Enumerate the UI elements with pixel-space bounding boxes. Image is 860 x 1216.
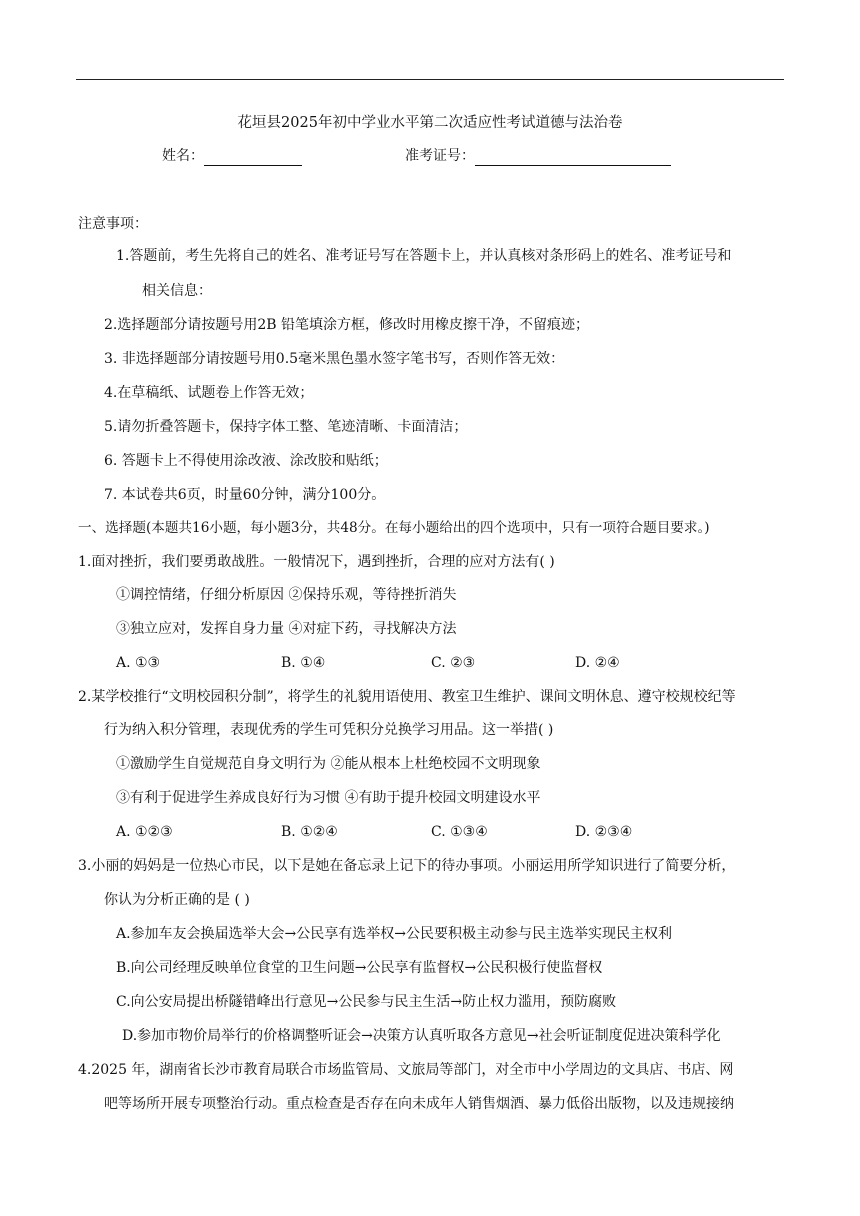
notice-item-6: 6. 答题卡上不得使用涂改液、涂改胶和贴纸； bbox=[104, 453, 388, 469]
name-label: 姓名： bbox=[162, 148, 204, 164]
q2-statements-1: ①激励学生自觉规范自身文明行为 ②能从根本上杜绝校园不文明现象 bbox=[116, 756, 541, 772]
notice-item-1: 1.答题前，考生先将自己的姓名、准考证号写在答题卡上，并认真核对条形码上的姓名、准考证号和 bbox=[116, 248, 732, 264]
notice-item-1-cont: 相关信息： bbox=[142, 283, 212, 299]
q2-stem-1: 2.某学校推行“文明校园积分制”，将学生的礼貌用语使用、教室卫生维护、课间文明休息、遵守校规校纪等 bbox=[78, 689, 736, 705]
q1-option-a: A. ①③ bbox=[116, 655, 161, 671]
name-blank bbox=[204, 151, 302, 166]
q2-stem-2: 行为纳入积分管理，表现优秀的学生可凭积分兑换学习用品。这一举措( ) bbox=[104, 722, 554, 738]
q1-option-c: C. ②③ bbox=[431, 655, 476, 671]
q2-statements-2: ③有利于促进学生养成良好行为习惯 ④有助于提升校园文明建设水平 bbox=[116, 790, 541, 806]
q1-statements-2: ③独立应对，发挥自身力量 ④对症下药，寻找解决方法 bbox=[116, 621, 457, 637]
exam-title: 花垣县2025年初中学业水平第二次适应性考试道德与法治卷 bbox=[237, 115, 623, 131]
q2-option-d: D. ②③④ bbox=[575, 824, 633, 840]
notice-item-7: 7. 本试卷共6页，时量60分钟，满分100分。 bbox=[104, 487, 386, 503]
q1-option-b: B. ①④ bbox=[281, 655, 326, 671]
q3-option-a: A.参加车友会换届选举大会→公民享有选举权→公民要积极主动参与民主选举实现民主权利 bbox=[116, 926, 673, 942]
notice-item-2: 2.选择题部分请按题号用2B 铅笔填涂方框，修改时用橡皮擦干净，不留痕迹； bbox=[104, 317, 590, 333]
q3-option-b: B.向公司经理反映单位食堂的卫生问题→公民享有监督权→公民积极行使监督权 bbox=[116, 960, 603, 976]
q3-option-c: C.向公安局提出桥隧错峰出行意见→公民参与民主生活→防止权力滥用，预防腐败 bbox=[116, 994, 617, 1010]
q4-stem-2: 吧等场所开展专项整治行动。重点检查是否存在向未成年人销售烟酒、暴力低俗出版物，以及违规接纳 bbox=[104, 1096, 734, 1112]
name-field bbox=[162, 146, 302, 166]
q4-stem-1: 4.2025 年，湖南省长沙市教育局联合市场监管局、文旅局等部门，对全市中小学周边的文具店、书店、网 bbox=[78, 1062, 734, 1078]
q1-stem: 1.面对挫折，我们要勇敢战胜。一般情况下，遇到挫折，合理的应对方法有( ) bbox=[78, 554, 555, 570]
q3-stem-1: 3.小丽的妈妈是一位热心市民，以下是她在备忘录上记下的待办事项。小丽运用所学知识进行了简要分析， bbox=[78, 858, 736, 874]
section-heading: 一、选择题(本题共16小题，每小题3分，共48分。在每小题给出的四个选项中，只有一项符合题目要求。) bbox=[78, 520, 710, 536]
notice-item-5: 5.请勿折叠答题卡，保持字体工整、笔迹清晰、卡面清洁； bbox=[104, 419, 468, 435]
q1-option-d: D. ②④ bbox=[575, 655, 620, 671]
q1-statements-1: ①调控情绪，仔细分析原因 ②保持乐观，等待挫折消失 bbox=[116, 587, 457, 603]
notice-heading: 注意事项： bbox=[78, 216, 148, 232]
q2-option-a: A. ①②③ bbox=[116, 824, 173, 840]
q3-option-d: D.参加市物价局举行的价格调整听证会→决策方认真听取各方意见→社会听证制度促进决策科学化 bbox=[122, 1028, 721, 1044]
id-field bbox=[405, 146, 671, 166]
q3-stem-2: 你认为分析正确的是 ( ) bbox=[104, 892, 250, 908]
q2-option-b: B. ①②④ bbox=[281, 824, 338, 840]
q2-option-c: C. ①③④ bbox=[431, 824, 488, 840]
notice-item-3: 3. 非选择题部分请按题号用0.5毫米黑色墨水签字笔书写，否则作答无效： bbox=[104, 351, 565, 367]
id-label: 准考证号： bbox=[405, 148, 475, 164]
id-blank bbox=[475, 151, 671, 166]
notice-item-4: 4.在草稿纸、试题卷上作答无效； bbox=[104, 385, 314, 401]
header-rule bbox=[76, 79, 784, 80]
